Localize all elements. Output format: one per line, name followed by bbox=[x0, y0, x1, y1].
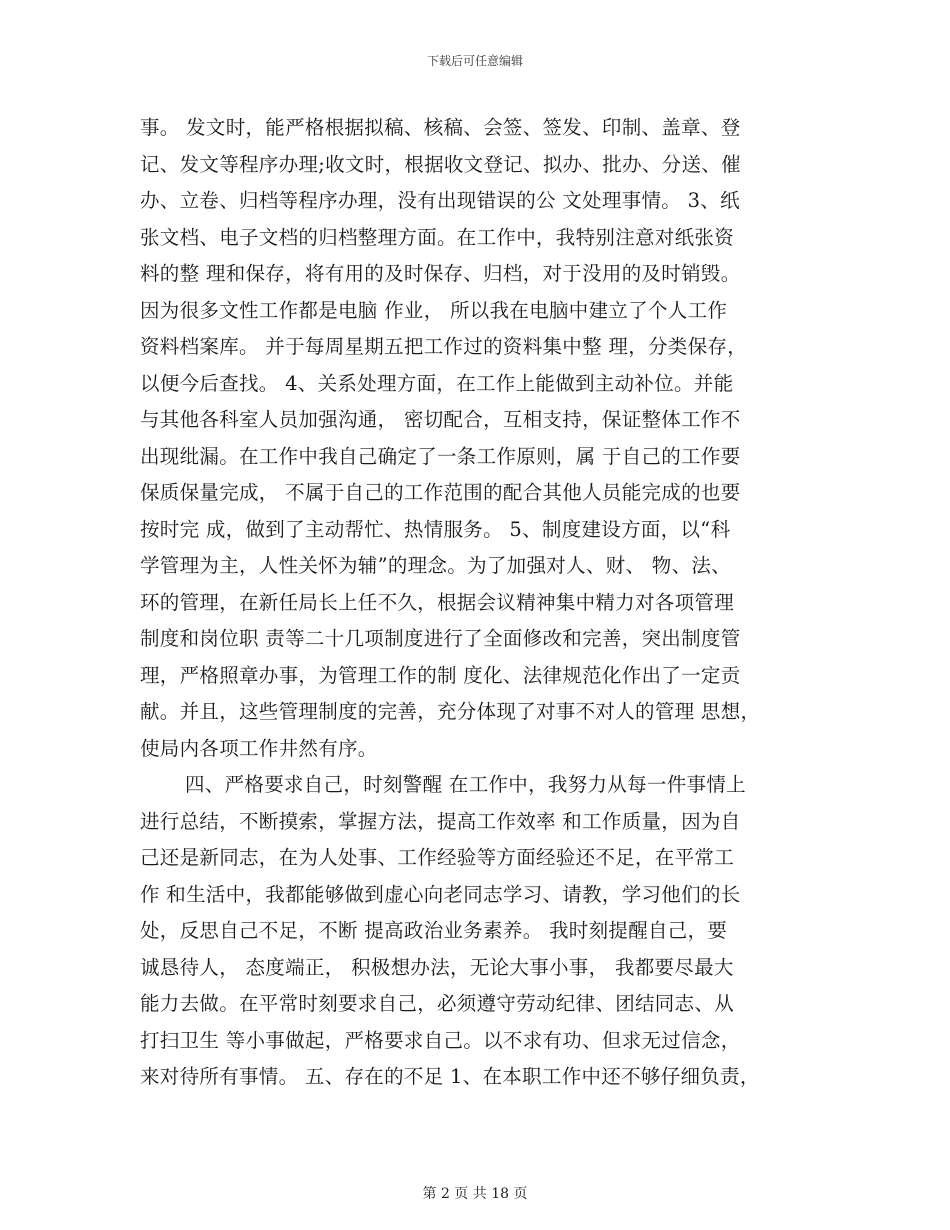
text-line: 按时完 成，做到了主动帮忙、热情服务。 5、制度建设方面，以“科 bbox=[140, 517, 731, 541]
text-line: 资料档案库。 并于每周星期五把工作过的资料集中整 理，分类保存， bbox=[140, 335, 747, 358]
text-line: 诚恳待人， 态度端正， 积极想办法，无论大事小事， 我都要尽最大 bbox=[140, 955, 734, 979]
text-line: 学管理为主，人性关怀为辅”的理念。为了加强对人、财、 物、法、 bbox=[140, 554, 731, 577]
text-line: 环的管理，在新任局长上任不久，根据会议精神集中精力对各项管理 bbox=[140, 590, 735, 614]
text-line: 作 和生活中，我都能够做到虚心向老同志学习、请教，学习他们的长 bbox=[140, 882, 741, 906]
page-footer: 第 2 页 共 18 页 bbox=[422, 1186, 528, 1202]
text-line: 处，反思自己不足，不断 提高政治业务素养。 我时刻提醒自己，要 bbox=[140, 919, 728, 942]
section-heading-line: 四、严格要求自己，时刻警醒 在工作中，我努力从每一件事情上 bbox=[185, 773, 746, 796]
text-line: 献。并且，这些管理制度的完善，充分体现了对事不对人的管理 思想， bbox=[140, 700, 761, 723]
text-line: 己还是新同志，在为人处事、工作经验等方面经验还不足，在平常工 bbox=[140, 846, 735, 869]
text-line: 以便今后查找。 4、关系处理方面，在工作上能做到主动补位。并能 bbox=[140, 371, 734, 395]
text-line: 事。 发文时，能严格根据拟稿、核稿、会签、签发、印制、盖章、登 bbox=[140, 116, 741, 139]
text-line: 使局内各项工作井然有序。 bbox=[140, 736, 378, 760]
text-line: 制度和岗位职 责等二十几项制度进行了全面修改和完善，突出制度管 bbox=[140, 627, 741, 650]
text-line: 张文档、电子文档的归档整理方面。在工作中，我特别注意对纸张资 bbox=[140, 225, 735, 249]
text-line: 与其他各科室人员加强沟通， 密切配合，互相支持，保证整体工作不 bbox=[140, 408, 741, 431]
text-line: 办、立卷、归档等程序办理，没有出现错误的公 文处理事情。 3、纸 bbox=[140, 189, 740, 212]
document-body bbox=[140, 110, 815, 1096]
text-line: 因为很多文性工作都是电脑 作业， 所以我在电脑中建立了个人工作 bbox=[140, 298, 728, 322]
text-line: 能力去做。在平常时刻要求自己，必须遵守劳动纪律、团结同志、从 bbox=[140, 992, 735, 1015]
text-line: 来对待所有事情。 五、存在的不足 1、在本职工作中还不够仔细负责， bbox=[140, 1065, 760, 1088]
text-line: 打扫卫生 等小事做起，严格要求自己。以不求有功、但求无过信念， bbox=[140, 1028, 741, 1052]
text-line: 出现纰漏。在工作中我自己确定了一条工作原则，属 于自己的工作要 bbox=[140, 444, 741, 468]
text-line: 理，严格照章办事，为管理工作的制 度化、法律规范化作出了一定贡 bbox=[140, 663, 741, 687]
text-line: 进行总结，不断摸索，掌握方法，提高工作效率 和工作质量，因为自 bbox=[140, 809, 741, 833]
text-line: 保质保量完成， 不属于自己的工作范围的配合其他人员能完成的也要 bbox=[140, 481, 741, 504]
page-header: 下载后可任意编辑 bbox=[426, 54, 523, 68]
text-line: 记、发文等程序办理;收文时，根据收文登记、拟办、批办、分送、催 bbox=[140, 152, 741, 176]
text-line: 料的整 理和保存，将有用的及时保存、归档，对于没用的及时销毁。 bbox=[140, 262, 741, 285]
